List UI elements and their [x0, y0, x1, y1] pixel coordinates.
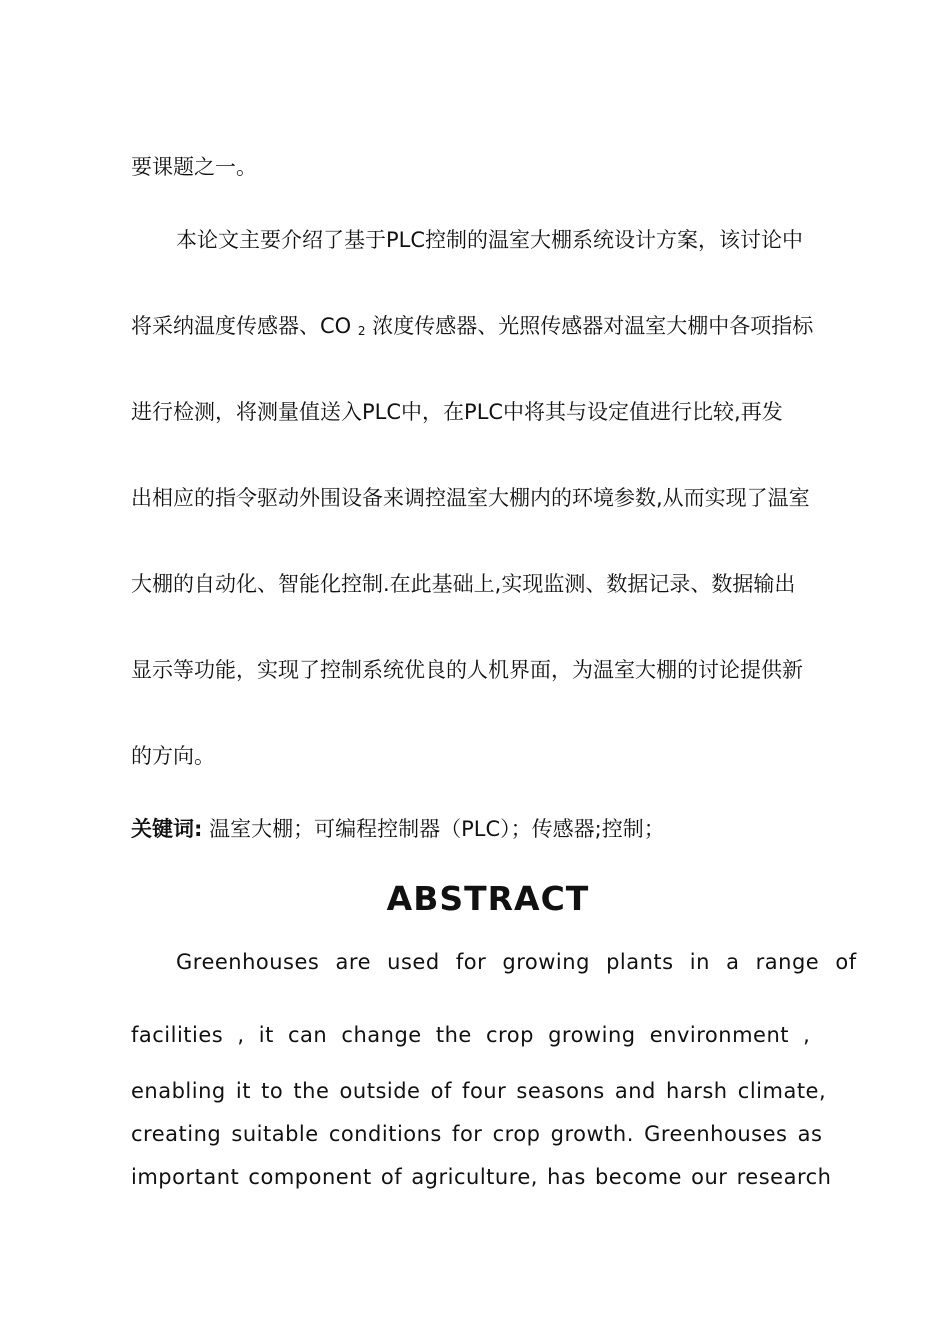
abstract-title: ABSTRACT [386, 879, 590, 918]
abstract-line-5: important component of agriculture, has become our research [131, 1165, 832, 1189]
abstract-line-1 [176, 950, 857, 974]
chinese-paragraph-line-4: 进行检测，将测量值送入PLC中，在PLC中将其与设定值进行比较,再发 [131, 400, 783, 424]
abstract-line-2: facilities , it can change the crop growing environment , [131, 1023, 811, 1047]
chinese-paragraph-line-2 [176, 230, 844, 251]
chinese-paragraph-line-2-text: 本论文主要介绍了基于PLC控制的温室大棚系统设计方案，该讨论中 [176, 228, 804, 252]
abstract-line-4: creating suitable conditions for crop growth. Greenhouses as [131, 1122, 823, 1146]
keywords-label: 关键词: [131, 817, 203, 841]
line3-part-b: 浓度传感器、光照传感器对温室大棚中各项指标 [372, 314, 814, 338]
co2-subscript: 2 [357, 324, 366, 338]
abstract-line-1-text: Greenhouses are used for growing plants in a range of [176, 950, 857, 974]
line3-part-a: 将采纳温度传感器、CO [131, 314, 352, 338]
chinese-paragraph-line-3 [131, 316, 813, 337]
chinese-paragraph-line-1: 要课题之一。 [131, 155, 257, 179]
chinese-paragraph-line-6: 大棚的自动化、智能化控制.在此基础上,实现监测、数据记录、数据输出 [131, 572, 796, 596]
chinese-paragraph-line-5: 出相应的指令驱动外围设备来调控温室大棚内的环境参数,从而实现了温室 [131, 486, 810, 510]
abstract-line-3: enabling it to the outside of four seasons and harsh climate, [131, 1079, 827, 1103]
chinese-paragraph-line-8: 的方向。 [131, 744, 215, 768]
keywords-text: 温室大棚；可编程控制器（PLC）；传感器;控制； [209, 817, 665, 841]
keywords-line [131, 819, 665, 840]
chinese-paragraph-line-7: 显示等功能，实现了控制系统优良的人机界面，为温室大棚的讨论提供新 [131, 658, 803, 682]
